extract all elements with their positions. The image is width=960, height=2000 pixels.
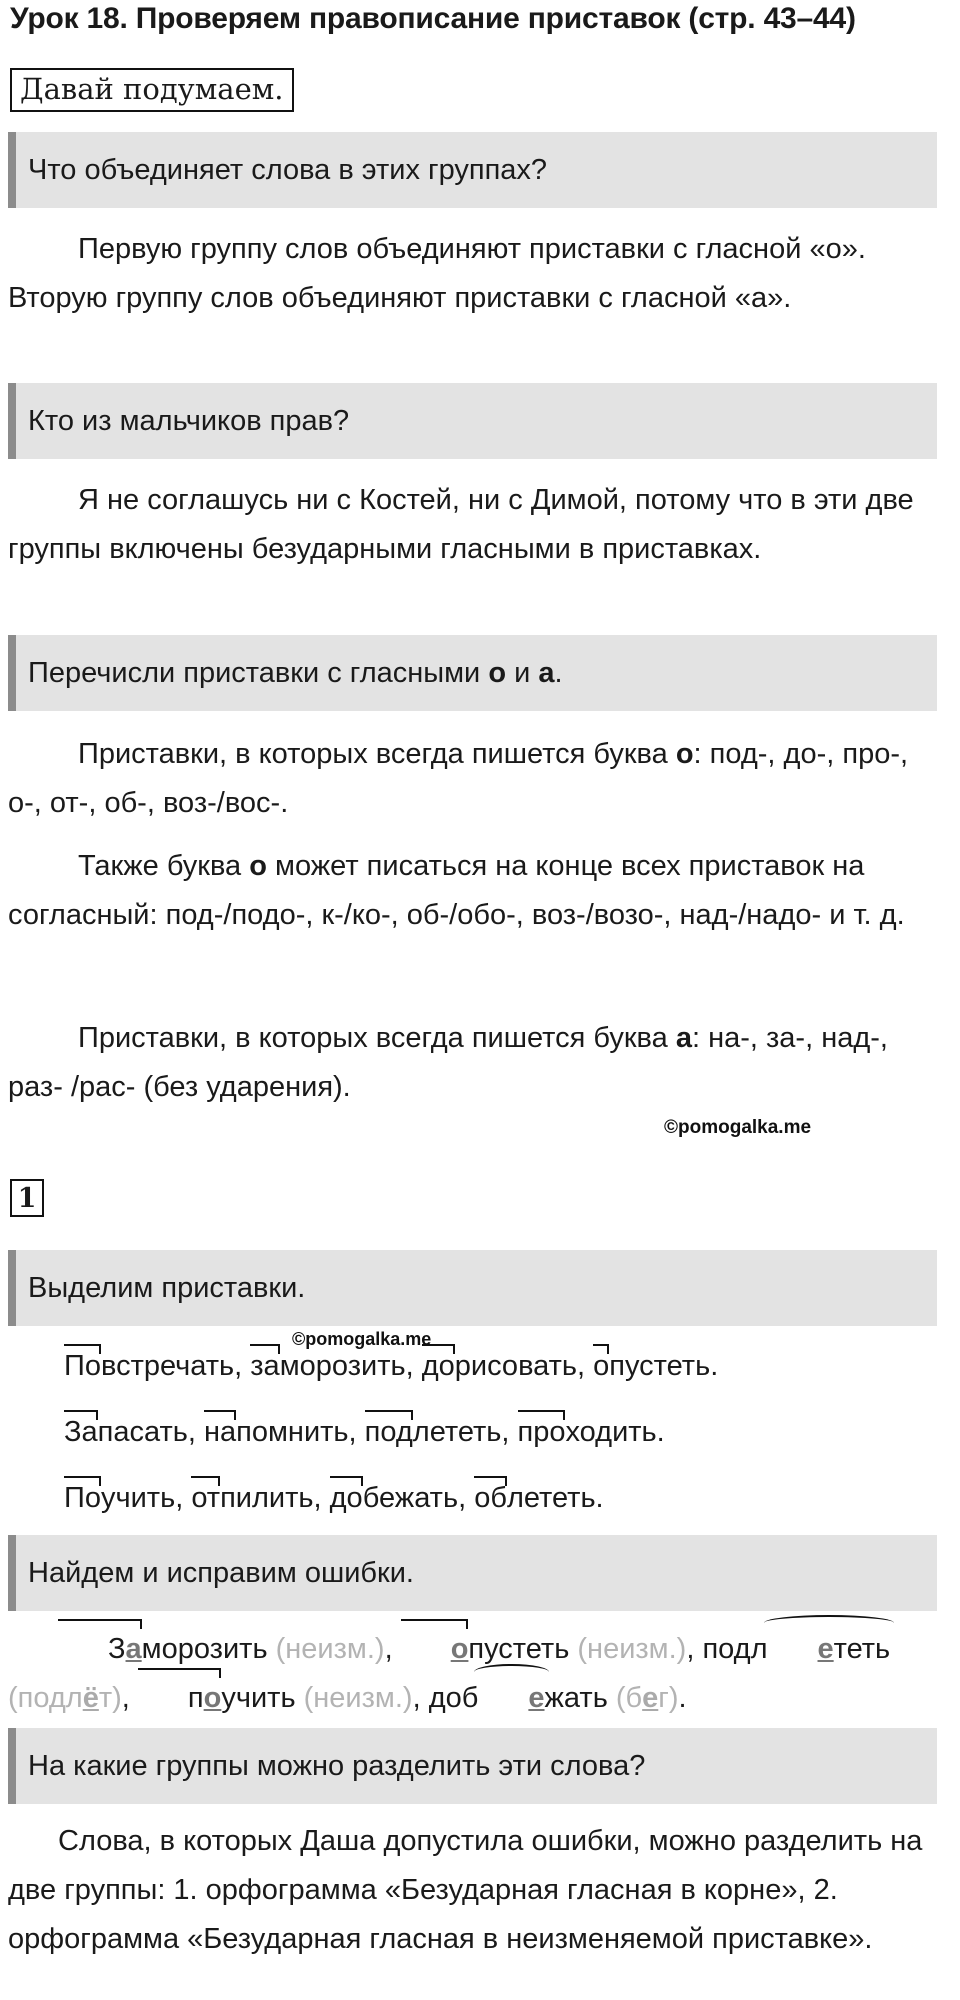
word-rest: лететь. (506, 1482, 604, 1514)
question-text: Что объединяет слова в этих группах? (28, 153, 548, 186)
word-rest: пасать (97, 1416, 188, 1448)
question-bar (8, 383, 937, 459)
prefix: до (329, 1482, 363, 1514)
question-text: Кто из мальчиков прав? (28, 404, 350, 437)
word-rest: морозить (279, 1350, 406, 1382)
question-text: Выделим приставки. (28, 1271, 306, 1304)
question-text: Перечисли приставки с гласными о и а. (28, 656, 563, 689)
prefix: о (401, 1625, 469, 1674)
prefix: По (64, 1482, 101, 1514)
corrections-paragraph: Заморозить (неизм.), опустеть (неизм.), подл ететь (подлёт), поучить (неизм.), доб ежать (бег). (8, 1625, 948, 1723)
prefix: на (204, 1416, 237, 1448)
answer-paragraph: Приставки, в которых всегда пишется буква о: под-, до-, про-, о-, от-, об-, воз-/вос-. (8, 738, 909, 819)
prefix: по (138, 1674, 221, 1723)
word-rest: ходить. (565, 1416, 665, 1448)
word-rest: бежать (362, 1482, 459, 1514)
word-row: Повстречать, заморозить, дорисовать, опустеть. (64, 1350, 719, 1382)
question-bar (8, 1728, 937, 1804)
word-row: Поучить, отпилить, добежать, облететь. (64, 1482, 604, 1514)
prefix: про (517, 1416, 566, 1448)
check-note: (бег) (615, 1682, 679, 1714)
prefix: об (474, 1482, 507, 1514)
page-title: Урок 18. Проверяем правописание приставок (стр. 43–44) (10, 2, 856, 35)
word-rest: помнить (236, 1416, 349, 1448)
prefix: За (58, 1625, 142, 1674)
word-rest: лететь (412, 1416, 502, 1448)
watermark: ©pomogalka.me (664, 1117, 812, 1138)
prefix: о (593, 1350, 610, 1382)
word-rest: учить (100, 1482, 176, 1514)
check-note: (подлёт) (8, 1682, 122, 1714)
question-bar (8, 635, 937, 711)
answer-paragraph: Также буква о может писаться на конце всех приставок на согласный: под-/подо-, к-/ко-, об-/обо-, воз-/возо-, над-/надо- и т. д. (8, 850, 905, 931)
prefix: За (64, 1416, 98, 1448)
question-text: На какие группы можно разделить эти слова? (28, 1749, 646, 1782)
answer-paragraph: Слова, в которых Даша допустила ошибки, можно разделить на две группы: 1. орфограмма «Безударная гласная в корне», 2. орфограмма «Безударная гласная в неизменяемой приставке». (8, 1825, 923, 1955)
answer-paragraph: Я не соглашусь ни с Костей, ни с Димой, потому что в эти две группы включены безударными гласными в приставках. (8, 484, 914, 565)
root-arc: ететь (768, 1625, 891, 1674)
answer-paragraph: Приставки, в которых всегда пишется буква а: на-, за-, над-, раз- /рас- (без ударения). (8, 1022, 888, 1103)
word-rest: рисовать (454, 1350, 578, 1382)
question-bar (8, 132, 937, 208)
watermark: ©pomogalka.me (292, 1329, 432, 1349)
think-label: Давай подумаем. (10, 68, 294, 112)
prefix: По (64, 1350, 101, 1382)
check-note: (неизм.) (577, 1633, 687, 1665)
question-bar (8, 1535, 937, 1611)
prefix: до (421, 1350, 455, 1382)
check-note: (неизм.) (275, 1633, 385, 1665)
answer-paragraph: Первую группу слов объединяют приставки с гласной «о». Вторую группу слов объединяют приставки с гласной «а». (8, 233, 866, 314)
prefix: за (250, 1350, 280, 1382)
prefix: под (364, 1416, 413, 1448)
question-bar (8, 1250, 937, 1326)
word-rest: пилить (220, 1482, 314, 1514)
root-arc: е (478, 1674, 544, 1723)
word-rest: встречать (100, 1350, 235, 1382)
prefix: от (191, 1482, 221, 1514)
question-text: Найдем и исправим ошибки. (28, 1556, 414, 1589)
word-row: Запасать, напомнить, подлететь, проходить. (64, 1416, 665, 1448)
task-number: 1 (10, 1179, 44, 1217)
check-note: (неизм.) (303, 1682, 413, 1714)
word-rest: пустеть. (609, 1350, 719, 1382)
